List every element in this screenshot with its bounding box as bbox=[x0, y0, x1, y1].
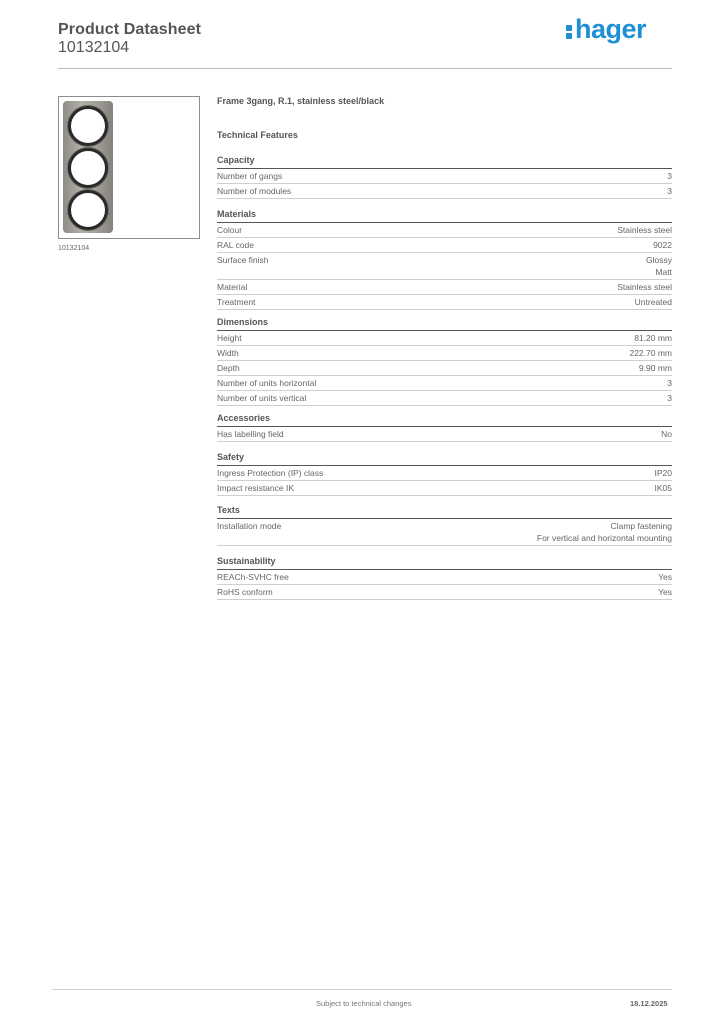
section-title: Materials bbox=[217, 209, 672, 223]
footer-divider bbox=[52, 989, 672, 990]
spec-label: Height bbox=[217, 333, 242, 343]
product-image bbox=[58, 96, 200, 239]
image-caption: 10132104 bbox=[58, 245, 90, 252]
spec-label: Material bbox=[217, 282, 248, 292]
spec-label: Surface finish bbox=[217, 255, 269, 265]
section-title: Sustainability bbox=[217, 556, 672, 570]
spec-value bbox=[537, 520, 672, 544]
section-title: Dimensions bbox=[217, 317, 672, 331]
spec-value: 3 bbox=[667, 378, 672, 388]
spec-row bbox=[217, 466, 672, 481]
spec-value: 9022 bbox=[653, 240, 672, 250]
spec-row bbox=[217, 519, 672, 546]
spec-value: Yes bbox=[658, 572, 672, 582]
spec-label: RoHS conform bbox=[217, 587, 273, 597]
spec-label: Width bbox=[217, 348, 239, 358]
spec-label: Colour bbox=[217, 225, 243, 235]
spec-value: Stainless steel bbox=[617, 282, 672, 292]
spec-label: Number of units vertical bbox=[217, 393, 307, 403]
spec-row bbox=[217, 184, 672, 199]
frame-opening-2 bbox=[68, 148, 108, 188]
section-texts bbox=[217, 505, 672, 546]
spec-row bbox=[217, 376, 672, 391]
spec-value: 3 bbox=[667, 171, 672, 181]
spec-row bbox=[217, 253, 672, 280]
spec-value-line: Glossy bbox=[646, 255, 672, 265]
spec-value: 81.20 mm bbox=[634, 333, 672, 343]
section-accessories bbox=[217, 413, 672, 442]
spec-value: Stainless steel bbox=[617, 225, 672, 235]
footer-date: 18.12.2025 bbox=[630, 999, 668, 1008]
spec-value: 3 bbox=[667, 393, 672, 403]
spec-value: IP20 bbox=[654, 468, 672, 478]
spec-row bbox=[217, 280, 672, 295]
hager-logo bbox=[566, 14, 646, 45]
spec-value: 3 bbox=[667, 186, 672, 196]
spec-value-line: For vertical and horizontal mounting bbox=[536, 533, 672, 543]
spec-label: Ingress Protection (IP) class bbox=[217, 468, 324, 478]
product-name: Frame 3gang, R.1, stainless steel/black bbox=[217, 96, 385, 106]
spec-row bbox=[217, 169, 672, 184]
section-title: Accessories bbox=[217, 413, 672, 427]
spec-value: 222.70 mm bbox=[629, 348, 672, 358]
spec-row bbox=[217, 346, 672, 361]
frame-opening-1 bbox=[68, 106, 108, 146]
spec-row bbox=[217, 481, 672, 496]
footer-note: Subject to technical changes bbox=[316, 999, 412, 1008]
spec-value bbox=[646, 254, 672, 278]
spec-label: Installation mode bbox=[217, 521, 282, 531]
frame-plate bbox=[63, 101, 113, 233]
spec-value-line: Matt bbox=[655, 267, 672, 277]
spec-label: Impact resistance IK bbox=[217, 483, 295, 493]
spec-label: Number of gangs bbox=[217, 171, 283, 181]
spec-value-line: Clamp fastening bbox=[610, 521, 672, 531]
logo-dots-icon bbox=[566, 19, 572, 39]
section-capacity bbox=[217, 155, 672, 199]
page-title: Product Datasheet bbox=[58, 21, 202, 38]
header-divider bbox=[58, 68, 672, 69]
section-title: Capacity bbox=[217, 155, 672, 169]
spec-row bbox=[217, 295, 672, 310]
spec-row bbox=[217, 570, 672, 585]
spec-value: 9.90 mm bbox=[638, 363, 672, 373]
frame-opening-3 bbox=[68, 190, 108, 230]
spec-label: Number of units horizontal bbox=[217, 378, 317, 388]
spec-row bbox=[217, 361, 672, 376]
spec-row bbox=[217, 391, 672, 406]
spec-label: Has labelling field bbox=[217, 429, 284, 439]
section-title: Safety bbox=[217, 452, 672, 466]
spec-row bbox=[217, 331, 672, 346]
spec-row bbox=[217, 427, 672, 442]
technical-features-heading: Technical Features bbox=[217, 130, 298, 140]
spec-row bbox=[217, 238, 672, 253]
article-number: 10132104 bbox=[58, 39, 130, 56]
logo-text: hager bbox=[575, 14, 647, 44]
spec-label: Number of modules bbox=[217, 186, 292, 196]
spec-label: Depth bbox=[217, 363, 240, 373]
spec-value: No bbox=[661, 429, 672, 439]
spec-label: RAL code bbox=[217, 240, 255, 250]
section-materials bbox=[217, 209, 672, 310]
section-sustainability bbox=[217, 556, 672, 600]
spec-value: IK05 bbox=[654, 483, 672, 493]
spec-row bbox=[217, 585, 672, 600]
spec-row bbox=[217, 223, 672, 238]
spec-label: Treatment bbox=[217, 297, 256, 307]
section-dimensions bbox=[217, 317, 672, 406]
section-title: Texts bbox=[217, 505, 672, 519]
spec-value: Untreated bbox=[634, 297, 672, 307]
spec-label: REACh-SVHC free bbox=[217, 572, 289, 582]
spec-value: Yes bbox=[658, 587, 672, 597]
section-safety bbox=[217, 452, 672, 496]
